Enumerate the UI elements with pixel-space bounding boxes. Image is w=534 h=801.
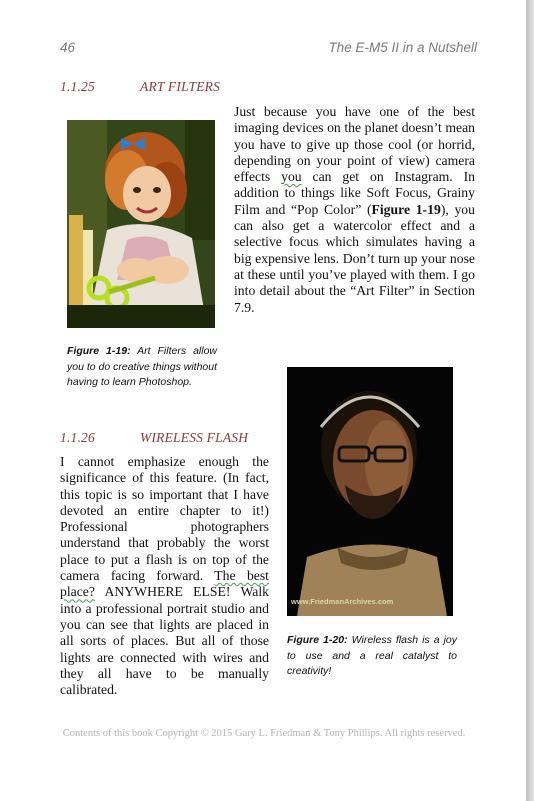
- art-filters-paragraph: Just because you have one of the best imaging devices on the planet doesn’t mean you have to give up those cool (or horrid, depending on your point of view) camera effects you can get on Instagram. In addition to things like Soft Focus, Grainy Film and “Pop Color” (Figure 1-19), you can also get a watercolor effect and a selective focus which simulates having a big expensive lens. Don’t turn up your nose at these until you’ve played with them. I go into detail about the “Art Filter” in Section 7.9.: [234, 104, 475, 315]
- section-number: 1.1.26: [60, 430, 95, 445]
- art-filter-photo: [67, 120, 215, 328]
- spellcheck-underline: you: [281, 169, 302, 185]
- figure-label: Figure 1-20:: [287, 634, 348, 646]
- figure-1-20-caption: Figure 1-20: Wireless flash is a joy to use and a real catalyst to creativity!: [287, 634, 457, 677]
- running-header-title: The E-M5 II in a Nutshell: [328, 40, 477, 55]
- figure-1-19-image: [67, 120, 215, 328]
- wireless-flash-paragraph: I cannot emphasize enough the significance of this feature. (In fact, this topic is so important that I have devoted an entire chapter to it!) Professional photographers understand that probably the worst place to put a flash is on top of the camera facing forward. The best place? ANYWHERE ELSE! Walk into a professional portrait studio and you can see that lights are placed in all sorts of places. But all of those lights are connected with wires and they all have to be manually calibrated.: [60, 454, 269, 698]
- spellcheck-underline: The best: [214, 568, 269, 584]
- section-title: ART FILTERS: [140, 79, 221, 94]
- figure-1-19-caption: Figure 1-19: Art Filters allow you to do creative things without having to learn Photoshop.: [67, 345, 218, 388]
- figure-1-20-image: [287, 367, 453, 616]
- section-title: WIRELESS FLASH: [140, 430, 249, 445]
- figure-reference: Figure 1-19: [371, 201, 441, 217]
- section-number: 1.1.25: [60, 79, 95, 94]
- spellcheck-underline: place?: [60, 584, 95, 600]
- section-heading-wireless-flash: [60, 430, 248, 446]
- figure-label: Figure 1-19:: [67, 345, 131, 357]
- section-heading-art-filters: [60, 79, 220, 95]
- portrait-photo: [287, 367, 453, 616]
- viewer-background-edge: [526, 0, 534, 801]
- photo-watermark: www.FriedmanArchives.com: [291, 597, 394, 606]
- page-number: 46: [60, 40, 76, 55]
- copyright-footer: Contents of this book Copyright © 2015 Gary L. Friedman & Tony Phillips. All rights reserved.: [62, 728, 466, 739]
